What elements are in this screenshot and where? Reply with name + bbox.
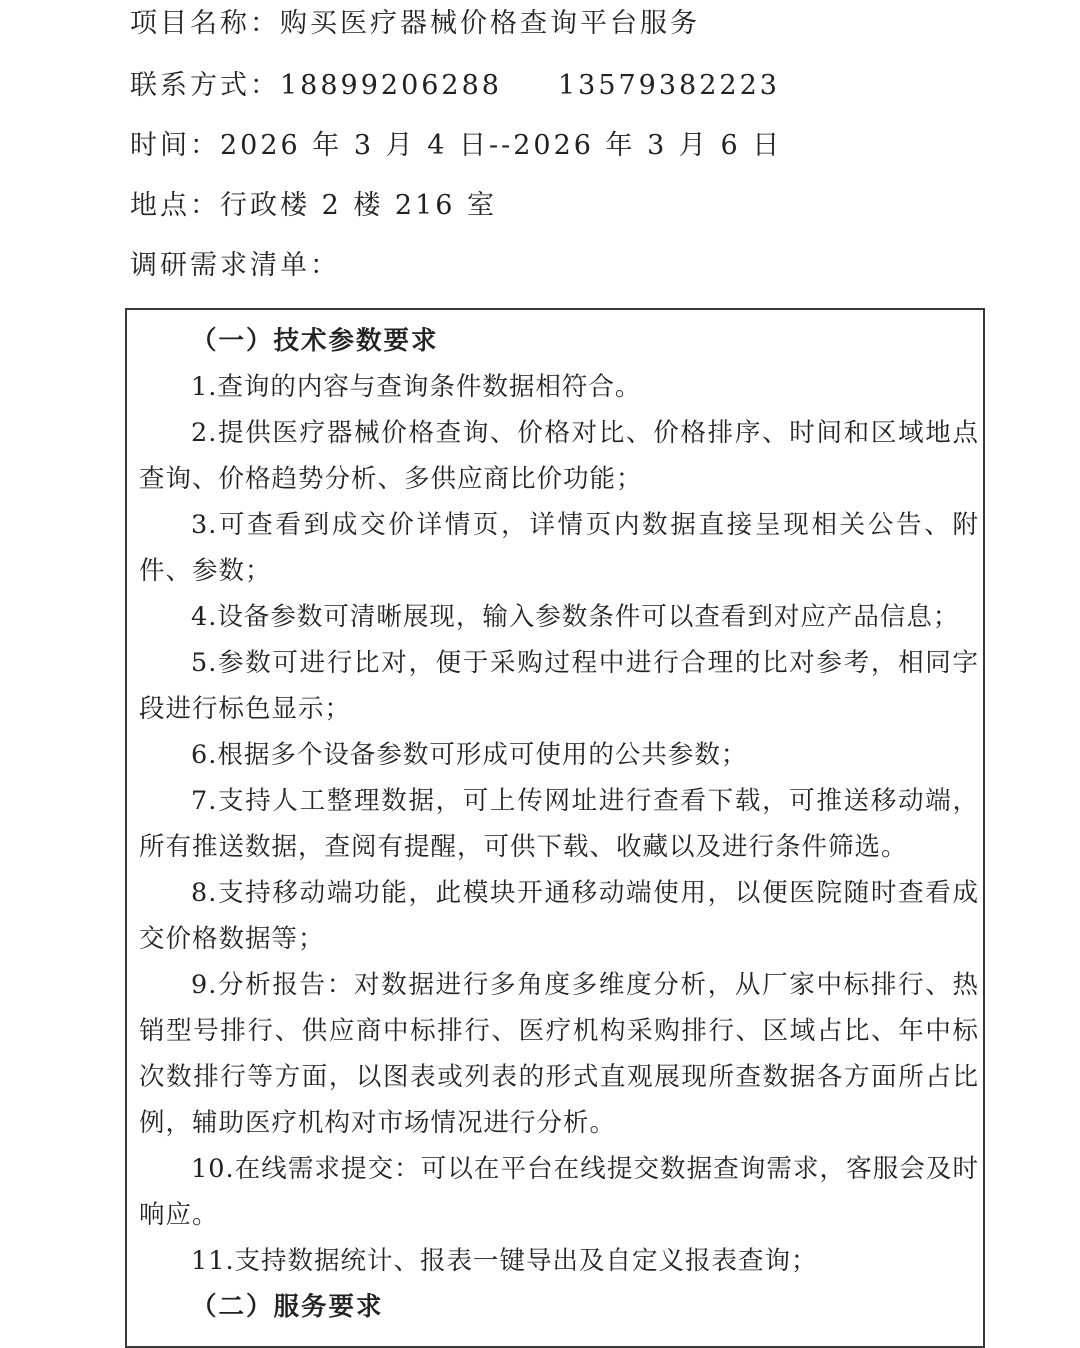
requirement-item: 2.提供医疗器械价格查询、价格对比、价格排序、时间和区域地点查询、价格趋势分析、多供应商比价功能； (139, 418, 979, 494)
phone-number-2: 13579382223 (557, 70, 780, 101)
contact-line (130, 68, 780, 104)
section-heading-technical: （一）技术参数要求 (191, 326, 439, 356)
requirement-item: 1.查询的内容与查询条件数据相符合。 (191, 372, 642, 402)
requirement-item: 4.设备参数可清晰展现，输入参数条件可以查看到对应产品信息； (191, 602, 960, 632)
location-line: 地点：行政楼 2 楼 216 室 (130, 190, 498, 221)
phone-number-1: 18899206288 (280, 70, 502, 101)
requirement-item: 8.支持移动端功能，此模块开通移动端使用，以便医院随时查看成交价格数据等； (139, 878, 979, 954)
project-name-line: 项目名称：购买医疗器械价格查询平台服务 (130, 8, 700, 39)
requirement-item: 5.参数可进行比对，便于采购过程中进行合理的比对参考，相同字段进行标色显示； (139, 648, 979, 724)
requirement-item: 11.支持数据统计、报表一键导出及自定义报表查询； (191, 1246, 818, 1276)
section-heading-service: （二）服务要求 (191, 1292, 384, 1322)
requirement-item: 9.分析报告：对数据进行多角度多维度分析，从厂家中标排行、热销型号排行、供应商中标排行、医疗机构采购排行、区域占比、年中标次数排行等方面，以图表或列表的形式直观展现所查数据各方面所占比例，辅助医疗机构对市场情况进行分析。 (139, 970, 979, 1138)
requirement-item: 7.支持人工整理数据，可上传网址进行查看下载，可推送移动端，所有推送数据，查阅有提醒，可供下载、收藏以及进行条件筛选。 (139, 786, 979, 862)
time-line: 时间：2026 年 3 月 4 日--2026 年 3 月 6 日 (130, 130, 783, 161)
contact-label: 联系方式： (130, 70, 280, 101)
requirement-item: 6.根据多个设备参数可形成可使用的公共参数； (191, 740, 748, 770)
requirements-content (139, 318, 979, 1330)
requirement-item: 10.在线需求提交：可以在平台在线提交数据查询需求，客服会及时响应。 (139, 1154, 979, 1230)
requirements-box (125, 308, 985, 1348)
requirement-item: 3.可查看到成交价详情页，详情页内数据直接呈现相关公告、附件、参数； (139, 510, 979, 586)
list-title: 调研需求清单： (130, 250, 340, 281)
